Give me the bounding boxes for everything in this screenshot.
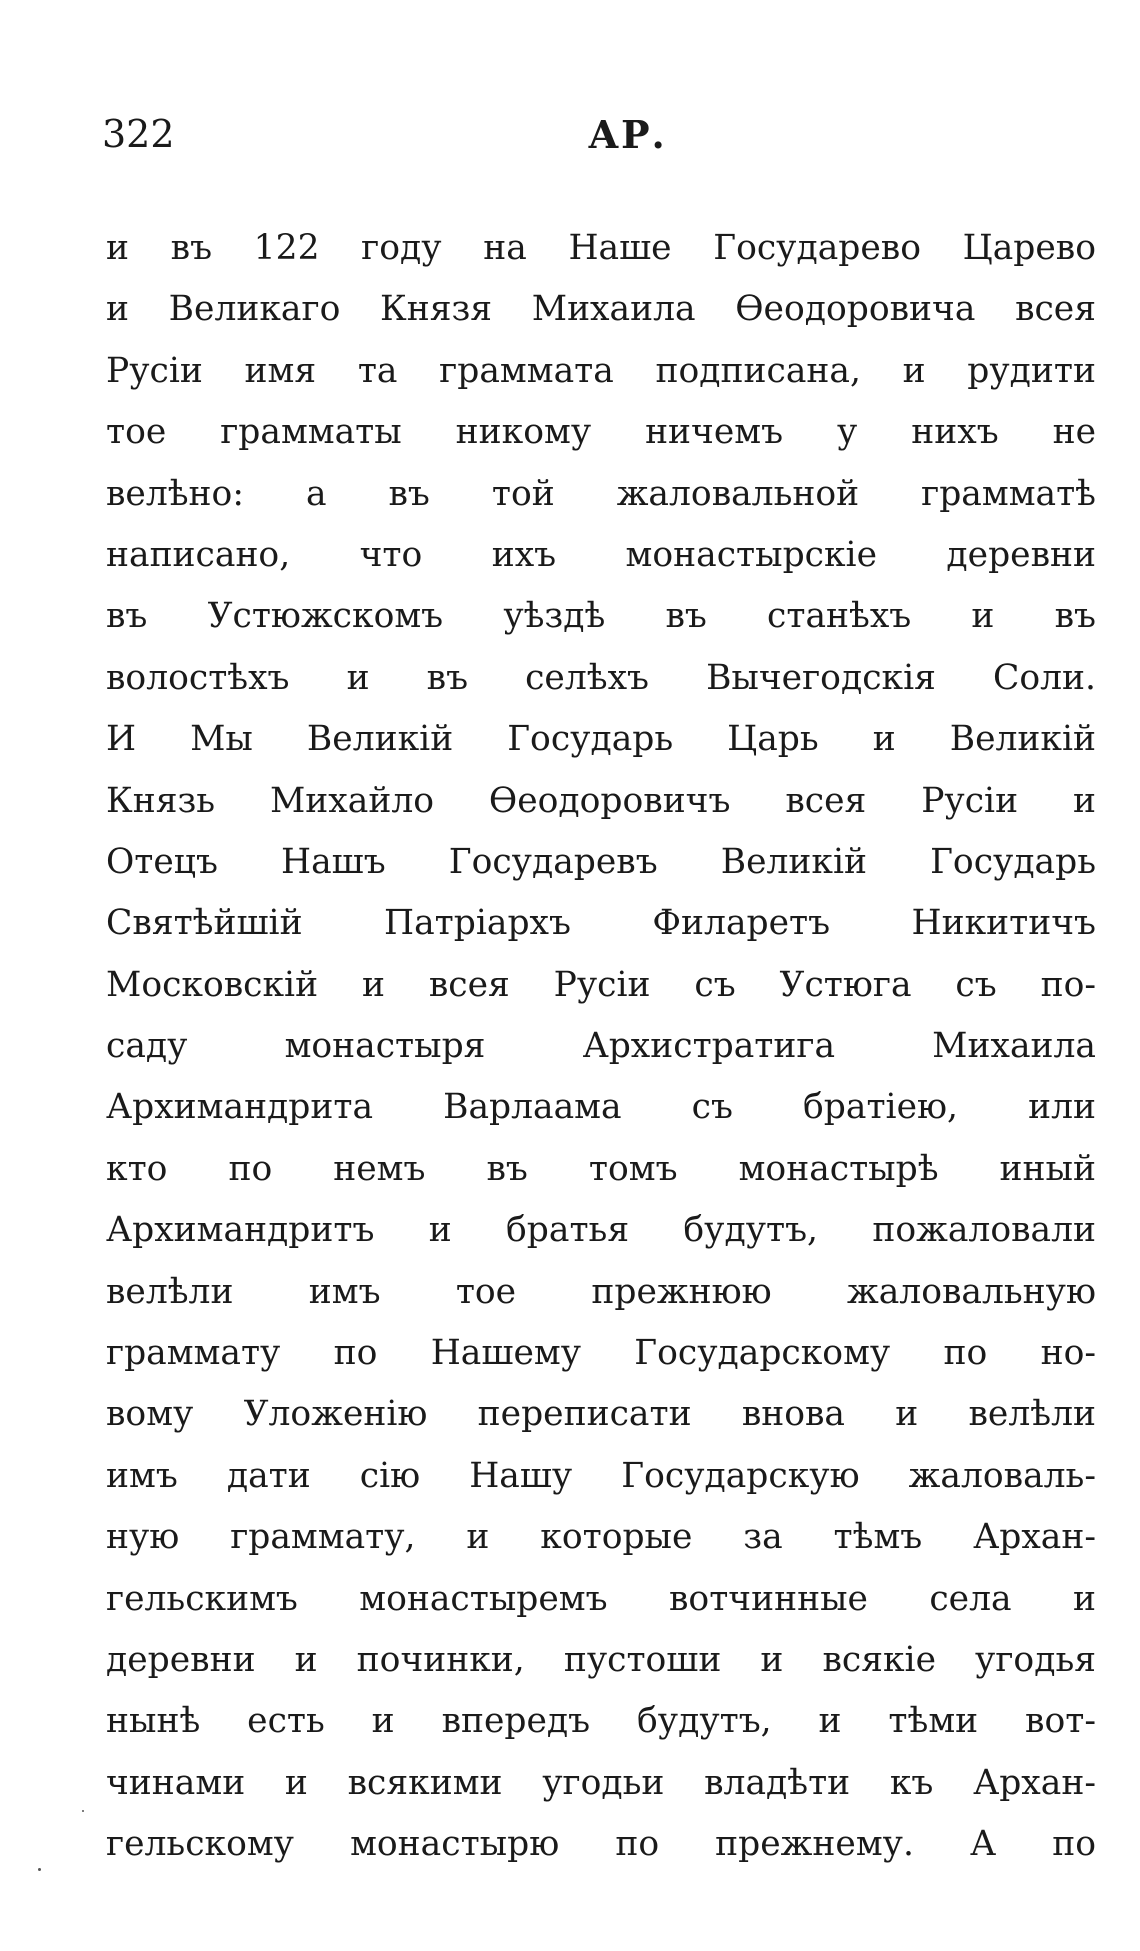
text-line: ную граммату, и которые за тѣмъ Архан- (106, 1517, 1096, 1558)
text-line: велѣно: а въ той жаловальной грамматѣ (106, 473, 1096, 514)
text-line: И Мы Великій Государь Царь и Великій (106, 719, 1096, 760)
text-line: и въ 122 году на Наше Государево Царево (106, 228, 1096, 268)
text-line: волостѣхъ и въ селѣхъ Вычегодскія Соли. (106, 657, 1096, 698)
text-line: и Великаго Князя Михаила Ѳеодоровича всея (106, 289, 1096, 330)
print-speck (38, 1868, 41, 1871)
text-line: нынѣ есть и впередъ будутъ, и тѣми вот- (106, 1701, 1096, 1742)
text-line: чинами и всякими угодьи владѣти къ Архан- (106, 1762, 1096, 1803)
text-line: деревни и починки, пустоши и всякіе угодья (106, 1639, 1096, 1680)
text-line: гельскому монастырю по прежнему. А по (106, 1824, 1096, 1865)
text-line: написано, что ихъ монастырскіе деревни (106, 534, 1096, 575)
body-text (106, 218, 1096, 1876)
running-head (0, 112, 1140, 172)
text-line: граммату по Нашему Государскому по но- (106, 1333, 1096, 1374)
text-line: кто по немъ въ томъ монастырѣ иный (106, 1148, 1096, 1189)
text-line: Архимандритъ и братья будутъ, пожаловали (106, 1210, 1096, 1251)
text-line: Архимандрита Варлаама съ братіею, или (106, 1087, 1096, 1128)
text-line: въ Устюжскомъ уѣздѣ въ станѣхъ и въ (106, 596, 1096, 637)
text-line: саду монастыря Архистратига Михаила (106, 1026, 1096, 1067)
page-number: 322 (102, 112, 175, 156)
text-line: тое грамматы никому ничемъ у нихъ не (106, 412, 1096, 453)
text-line: имъ дати сію Нашу Государскую жаловаль- (106, 1455, 1096, 1496)
text-line: Русіи имя та граммата подписана, и рудити (106, 350, 1096, 391)
text-line: Святѣйшій Патріархъ Филаретъ Никитичъ (106, 903, 1096, 944)
print-speck (82, 1810, 84, 1812)
text-line: гельскимъ монастыремъ вотчинные села и (106, 1578, 1096, 1619)
text-line: велѣли имъ тое прежнюю жаловальную (106, 1271, 1096, 1312)
text-line: Отецъ Нашъ Государевъ Великій Государь (106, 841, 1096, 882)
text-line: Князь Михайло Ѳеодоровичъ всея Русіи и (106, 780, 1096, 821)
running-title: АР. (588, 112, 667, 157)
text-line: вому Уложенію переписати внова и велѣли (106, 1394, 1096, 1435)
text-line: Московскій и всея Русіи съ Устюга съ по- (106, 964, 1096, 1005)
